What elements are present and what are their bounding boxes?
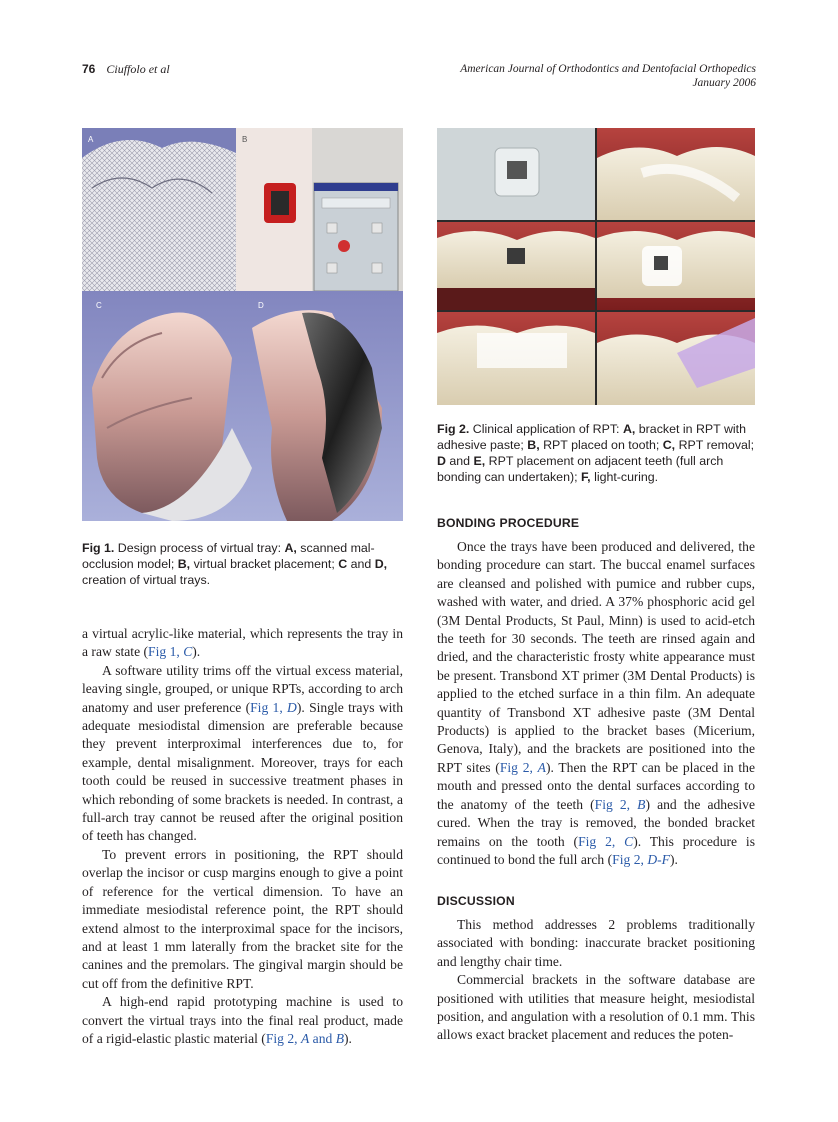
running-header-left [82, 62, 170, 77]
text-run: ). [344, 1030, 352, 1046]
caption-panel-ref: A, [622, 422, 636, 436]
ref-panel: A [300, 1030, 310, 1046]
ref-panel: D-F [647, 851, 670, 867]
text-run: a virtual acrylic-like material, which represents the tray in a raw state ( [82, 626, 403, 660]
caption-text: Design process of virtual tray: [114, 541, 285, 555]
figure-1-panel-c-label: C [96, 301, 102, 310]
caption-text: bracket in RPT with adhesive paste; [437, 422, 746, 452]
figure-1-panel-b-label: B [242, 135, 248, 144]
ref-text: Fig 2 [265, 1030, 295, 1046]
journal-name: American Journal of Orthodontics and Dentofacial Orthopedics [460, 63, 756, 75]
issue-date: January 2006 [692, 77, 756, 89]
caption-panel-ref: D, [374, 557, 388, 571]
ref-panel: B [335, 1030, 345, 1046]
paragraph: Commercial brackets in the software database are positioned with utilities that measure height, mesiodistal position, and angulation with a resolution of 0.1 mm. This allows exact bracket placement and reduces the poten- [437, 972, 755, 1043]
figure-2-caption [437, 421, 755, 485]
left-column-body [82, 625, 403, 1048]
caption-panel-ref: B, [527, 438, 540, 452]
paragraph [82, 662, 403, 846]
text-run: A software utility trims off the virtual excess material, leaving single, grouped, or unique RPTs, according to arch anatomy and user preference ( [82, 662, 403, 715]
caption-panel-ref: D [437, 454, 446, 468]
running-header-right [460, 62, 756, 90]
text-run: Once the trays have been produced and delivered, the bonding procedure can start. The buccal enamel surfaces are cleansed and polished with pumice and rubber cups, washed with water, and dried. A 37% phosphoric acid gel (3M Dental Products, St Paul, Minn) is used to acid-etch the teeth for 30 seconds. The teeth are rinsed again and dried, and the characteristic frosty white appearance must be present. Transbond XT primer (3M Dental Products) is applied to the etched surface in a thin film. An adequate quantity of Transbond XT adhesive paste (3M Dental Products) is applied to the bracket bases (Micerium, Genova, Italy), and the brackets are positioned into the RPT sites ( [437, 539, 755, 775]
figure-1-panel-a-label: A [88, 135, 94, 144]
text-run: ). Then the RPT can be placed in the mouth and pressed onto the dental surfaces according to the anatomy of the teeth ( [437, 759, 755, 812]
caption-text: and [347, 557, 375, 571]
caption-panel-ref: E, [473, 454, 486, 468]
figure-ref-link[interactable]: Fig 1, C [148, 644, 193, 660]
caption-text: RPT placed on tooth; [539, 438, 663, 452]
caption-text: Clinical application of RPT: [469, 422, 623, 436]
figure-ref-link[interactable]: Fig 2, C [578, 833, 634, 849]
section-heading-bonding: BONDING PROCEDURE [437, 516, 580, 530]
ref-panel: B [637, 796, 646, 812]
caption-text: light-curing. [590, 470, 659, 484]
figure-2-image [437, 128, 755, 405]
caption-text: virtual bracket placement; [190, 557, 339, 571]
paragraph [437, 538, 755, 869]
paragraph [82, 625, 403, 662]
page-number: 76 [82, 62, 96, 76]
figure-ref-link[interactable]: Fig 2, A and B [265, 1030, 345, 1046]
figure-ref-link[interactable]: Fig 2, D-F [612, 851, 670, 867]
figure-1-graphic [82, 128, 403, 521]
caption-panel-ref: F, [580, 470, 591, 484]
paragraph: This method addresses 2 problems traditionally associated with bonding: inaccurate bracket positioning and lengthy chair time. [437, 917, 755, 969]
section-heading-discussion: DISCUSSION [437, 894, 515, 908]
ref-text: Fig 2 [612, 851, 641, 867]
caption-text: scanned mal-occlusion model; [82, 541, 375, 571]
figure-1-image [82, 128, 403, 521]
text-run: A high-end rapid prototyping machine is used to convert the virtual trays into the final real product, made of a rigid-elastic plastic material ( [82, 994, 403, 1046]
ref-text: Fig 2 [594, 796, 627, 812]
ref-text: Fig 1 [148, 644, 177, 660]
paragraph [82, 993, 403, 1048]
figure-1-panel-d-label: D [258, 301, 264, 310]
ref-text: Fig 2 [499, 759, 530, 775]
text-run: ) and the adhesive cured. When the tray is removed, the bonded bracket remains on the tooth ( [437, 796, 756, 849]
ref-panel: D [287, 699, 297, 715]
caption-text: and [445, 454, 474, 468]
caption-panel-ref: A, [284, 541, 297, 555]
ref-text: Fig 2 [578, 833, 612, 849]
caption-text: RPT removal; [675, 438, 755, 452]
figure-2-caption-label: Fig 2. [437, 422, 470, 436]
caption-panel-ref: C [338, 557, 348, 571]
figure-ref-link[interactable]: Fig 2, B [594, 796, 646, 812]
ref-panel: C [183, 644, 193, 660]
text-run: ). Single trays with adequate mesiodistal dimension are preferable because they prevent interproximal interferences due to, for example, dental misalignment. Moreover, trays for each tooth could be reused in successive treatment phases in which rebonding of some brackets is needed. In contrast, a full-arch tray cannot be reused after the original position of teeth has changed. [82, 699, 403, 844]
figure-1-caption [82, 540, 403, 588]
caption-text: creation of virtual trays. [82, 573, 211, 587]
caption-panel-ref: C, [662, 438, 676, 452]
discussion-body [437, 916, 755, 1045]
text-run: ). [192, 644, 201, 660]
ref-panel: C [624, 833, 634, 849]
caption-text: RPT placement on adjacent teeth (full arch bonding can undertaken); [437, 454, 724, 484]
author-line: Ciuffolo et al [106, 62, 170, 76]
figure-2-graphic [437, 128, 755, 405]
figure-1-caption-label: Fig 1. [82, 541, 115, 555]
text-run: ). [669, 851, 678, 867]
caption-panel-ref: B, [177, 557, 191, 571]
ref-panel: A [537, 759, 546, 775]
paragraph: To prevent errors in positioning, the RPT should overlap the incisor or cusp margins enough to give a point of reference for the vertical dimension. To have an immediate mesiodistal reference point, the RPT should extend almost to the interproximal space for the incisors, and at least 1 mm laterally from the bracket site for the canines and the premolars. The gingival margin should be cut off from the definitive RPT. [82, 846, 403, 991]
text-run: ). This procedure is continued to bond the full arch ( [437, 833, 755, 867]
ref-text: Fig 1 [250, 699, 280, 715]
figure-ref-link[interactable]: Fig 1, D [250, 699, 297, 715]
bonding-body [437, 538, 755, 869]
ref-text: and [309, 1030, 336, 1046]
figure-ref-link[interactable]: Fig 2, A [499, 759, 546, 775]
